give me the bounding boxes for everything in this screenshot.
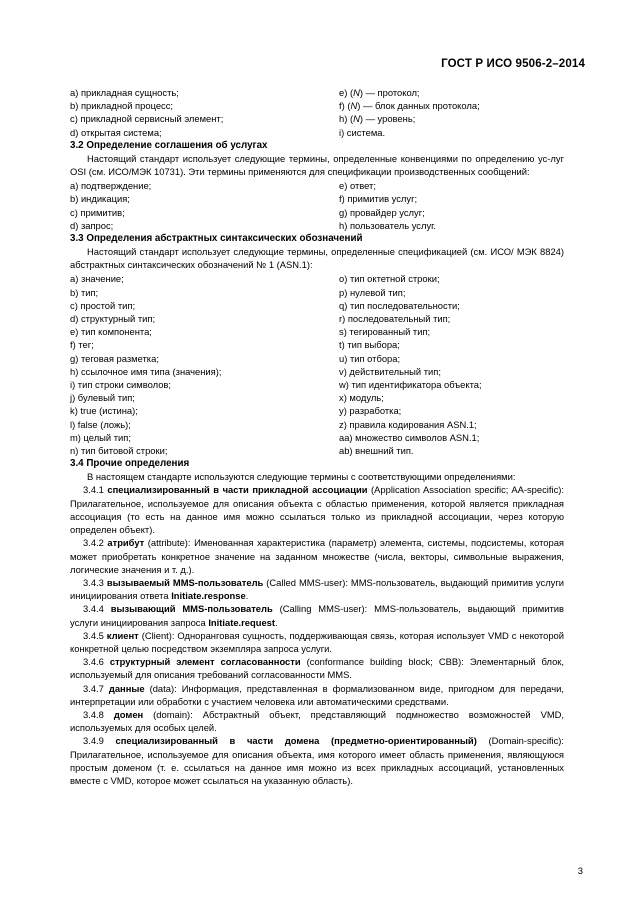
definition-number: 3.4.2 bbox=[83, 537, 104, 549]
definition-item bbox=[70, 629, 564, 655]
list-item-prefix: h) ( bbox=[339, 113, 354, 125]
definition-number: 3.4.3 bbox=[83, 576, 104, 588]
page-number: 3 bbox=[577, 865, 583, 876]
document-header-standard-code: ГОСТ Р ИСО 9506-2–2014 bbox=[441, 58, 585, 70]
definition-number: 3.4.1 bbox=[83, 484, 104, 496]
list-item-italic-token: N bbox=[353, 87, 360, 98]
list-item: f) примитив услуг; bbox=[339, 193, 418, 205]
definition-item bbox=[70, 602, 564, 628]
list-item: i) тип строки символов; bbox=[70, 379, 172, 391]
definition-number: 3.4.4 bbox=[83, 603, 104, 615]
list-item: o) тип октетной строки; bbox=[339, 273, 440, 285]
definition-term: вызывающий MMS-пользователь bbox=[110, 603, 273, 615]
list-item: k) true (истина); bbox=[70, 405, 138, 417]
list-item: z) правила кодирования ASN.1; bbox=[339, 418, 477, 430]
list-item: q) тип последовательности; bbox=[339, 299, 460, 311]
list-3-3-left-column bbox=[70, 272, 317, 457]
definition-term: атрибут bbox=[107, 537, 145, 549]
list-item: b) тип; bbox=[70, 286, 99, 298]
intro-line-1: Настоящий стандарт использует следующие термины, определенные спецификацией (см. ИСО/ bbox=[87, 246, 514, 258]
list-item: b) прикладной процесс; bbox=[70, 100, 174, 112]
list-item: b) индикация; bbox=[70, 193, 130, 205]
definition-item bbox=[70, 576, 564, 602]
list-item: s) тегированный тип; bbox=[339, 326, 431, 338]
list-item-prefix: i) система. bbox=[339, 126, 386, 138]
definition-term: вызываемый MMS-пользователь bbox=[106, 576, 264, 588]
list-item: aa) множество символов ASN.1; bbox=[339, 431, 480, 443]
definitions-list bbox=[70, 483, 564, 787]
definition-item bbox=[70, 708, 564, 734]
list-3-3 bbox=[70, 272, 564, 457]
list-item: g) теговая разметка; bbox=[70, 352, 159, 364]
definition-tail: . bbox=[245, 590, 249, 602]
list-item-italic-token: N bbox=[353, 113, 360, 125]
definition-number: 3.4.9 bbox=[83, 735, 104, 747]
definition-item bbox=[70, 655, 564, 681]
definition-term: данные bbox=[108, 682, 145, 694]
list-item: a) значение; bbox=[70, 273, 124, 285]
definition-body: (data): Информация, представленная в формализованном виде, пригодном для передачи, интерпретации или обработки с участием человека или автоматическими средствами. bbox=[70, 682, 564, 707]
intro-line-1: Настоящий стандарт использует следующие термины, определенные конвенциями по определению ус- bbox=[87, 152, 551, 164]
list-item: m) целый тип; bbox=[70, 431, 131, 443]
definition-item bbox=[70, 682, 564, 708]
list-3-1-right-column bbox=[317, 86, 564, 139]
list-item: f) тег; bbox=[70, 339, 94, 351]
list-item: c) прикладной сервисный элемент; bbox=[70, 113, 224, 125]
list-3-1-continued bbox=[70, 86, 564, 139]
section-3-2-intro bbox=[70, 152, 564, 178]
page-content bbox=[70, 86, 564, 787]
list-3-1-left-column bbox=[70, 86, 317, 139]
definition-body: (attribute): Именованная характеристика (параметр) элемента, системы, подсистемы, которая может приобретать конкретное значение на заданном множестве (числа, векторы, символьные выражения, логические значения и т. д.). bbox=[70, 537, 564, 575]
list-item: u) тип отбора; bbox=[339, 352, 401, 364]
list-item: h) пользователь услуг. bbox=[339, 219, 437, 231]
list-item: e) тип компонента; bbox=[70, 326, 152, 338]
intro-line-2: луг OSI (см. ИСО/МЭК 10731). Эти термины применяются для спецификации производственных сообщений: bbox=[70, 152, 564, 178]
definition-number: 3.4.8 bbox=[83, 708, 104, 720]
list-item: l) false (ложь); bbox=[70, 418, 131, 430]
list-item-suffix: ) — блок данных протокола; bbox=[357, 100, 480, 112]
list-item: a) прикладная сущность; bbox=[70, 87, 179, 98]
list-item: e) ответ; bbox=[339, 180, 376, 192]
list-3-3-right-column bbox=[317, 272, 564, 457]
list-item bbox=[339, 86, 564, 99]
definition-tail: . bbox=[275, 616, 278, 628]
list-item: d) запрос; bbox=[70, 219, 114, 231]
list-item: y) разработка; bbox=[339, 405, 402, 417]
list-item: a) подтверждение; bbox=[70, 180, 152, 192]
list-item bbox=[339, 126, 564, 139]
list-item: w) тип идентификатора объекта; bbox=[339, 379, 482, 391]
list-item: v) действительный тип; bbox=[339, 365, 441, 377]
definition-body: (domain): Абстрактный объект, представляющий подмножество возможностей VMD, используемых для особых целей. bbox=[70, 708, 565, 734]
list-item: r) последовательный тип; bbox=[339, 313, 451, 325]
list-item: d) открытая система; bbox=[70, 126, 162, 138]
list-item: n) тип битовой строки; bbox=[70, 445, 168, 457]
definition-term: специализированный в части домена (предметно-ориентированный) bbox=[115, 735, 477, 747]
list-item: x) модуль; bbox=[339, 392, 384, 404]
list-item: p) нулевой тип; bbox=[339, 286, 406, 298]
list-item bbox=[339, 112, 564, 125]
definition-term: структурный элемент согласованности bbox=[109, 656, 301, 668]
list-item: h) ссылочное имя типа (значения); bbox=[70, 365, 222, 377]
list-item-italic-token: N bbox=[350, 100, 358, 112]
definition-item bbox=[70, 483, 564, 536]
definition-number: 3.4.7 bbox=[83, 682, 104, 694]
definition-body: (Application Association specific; AA-specific): Прилагательное, используемое для описания объекта с областью применения, которой является прикладная ассоциация (то есть на данное имя можно ссылаться только из прикладной ассоциации, через которую определен объект). bbox=[70, 484, 564, 536]
definition-number: 3.4.6 bbox=[83, 656, 104, 668]
list-item-prefix: e) ( bbox=[339, 87, 354, 98]
list-item: t) тип выбора; bbox=[339, 339, 400, 351]
definition-term: специализированный в части прикладной ассоциации bbox=[107, 484, 368, 496]
list-item-suffix: ) — уровень; bbox=[359, 113, 416, 125]
definition-term: клиент bbox=[106, 629, 139, 641]
definition-body: (Client): Одноранговая сущность, поддерживающая связь, которая использует VMD с некоторой конкретной целью посредством экземпляра запроса услуги. bbox=[70, 629, 564, 654]
definition-body: (Calling MMS-user): MMS-пользователь, выдающий примитив услуги инициирования запроса bbox=[70, 603, 564, 628]
definition-body: (Called MMS-user): MMS-пользователь, выдающий примитив услуги инициирования ответа bbox=[70, 576, 565, 602]
list-3-2 bbox=[70, 179, 564, 232]
list-item: d) структурный тип; bbox=[70, 313, 156, 325]
list-item: c) примитив; bbox=[70, 206, 125, 218]
list-item-prefix: f) ( bbox=[339, 100, 351, 112]
definition-number: 3.4.5 bbox=[83, 629, 104, 641]
list-3-2-right-column bbox=[317, 179, 564, 232]
definition-service-primitive: Initiate.request bbox=[208, 616, 276, 628]
list-item: ab) внешний тип. bbox=[339, 445, 414, 457]
definition-service-primitive: Initiate.response bbox=[171, 590, 246, 602]
definition-body: (Domain-specific): Прилагательное, используемое для описания объекта, имя которого имеет область применения, являющуюся простым доменом (т. е. ссылаться на данное имя можно из всех прикладных ассоциаций, установленных вместе с VMD, которое может ссылаться на указанную область). bbox=[70, 735, 565, 786]
section-3-3-intro bbox=[70, 245, 564, 271]
definition-body: (conformance building block; CBB): Элементарный блок, используемый для описания требований согласованности MMS. bbox=[70, 656, 565, 681]
definition-term: домен bbox=[113, 708, 144, 720]
list-item-suffix: ) — протокол; bbox=[359, 87, 420, 98]
list-3-2-left-column bbox=[70, 179, 317, 232]
intro-line-2: МЭК 8824) абстрактных синтаксических обозначений № 1 (ASN.1): bbox=[70, 246, 564, 271]
section-heading-3-2: 3.2 Определение соглашения об услугах bbox=[70, 139, 268, 151]
list-item: g) провайдер услуг; bbox=[339, 206, 425, 218]
section-3-4-intro: В настоящем стандарте используются следующие термины с соответствующими определениями: bbox=[87, 471, 516, 483]
section-heading-3-3: 3.3 Определения абстрактных синтаксических обозначений bbox=[70, 233, 363, 245]
list-item bbox=[339, 99, 564, 112]
definition-item bbox=[70, 734, 564, 787]
list-item: j) булевый тип; bbox=[70, 392, 135, 404]
definition-item bbox=[70, 536, 564, 576]
list-item: c) простой тип; bbox=[70, 299, 136, 311]
section-heading-3-4: 3.4 Прочие определения bbox=[70, 458, 190, 470]
